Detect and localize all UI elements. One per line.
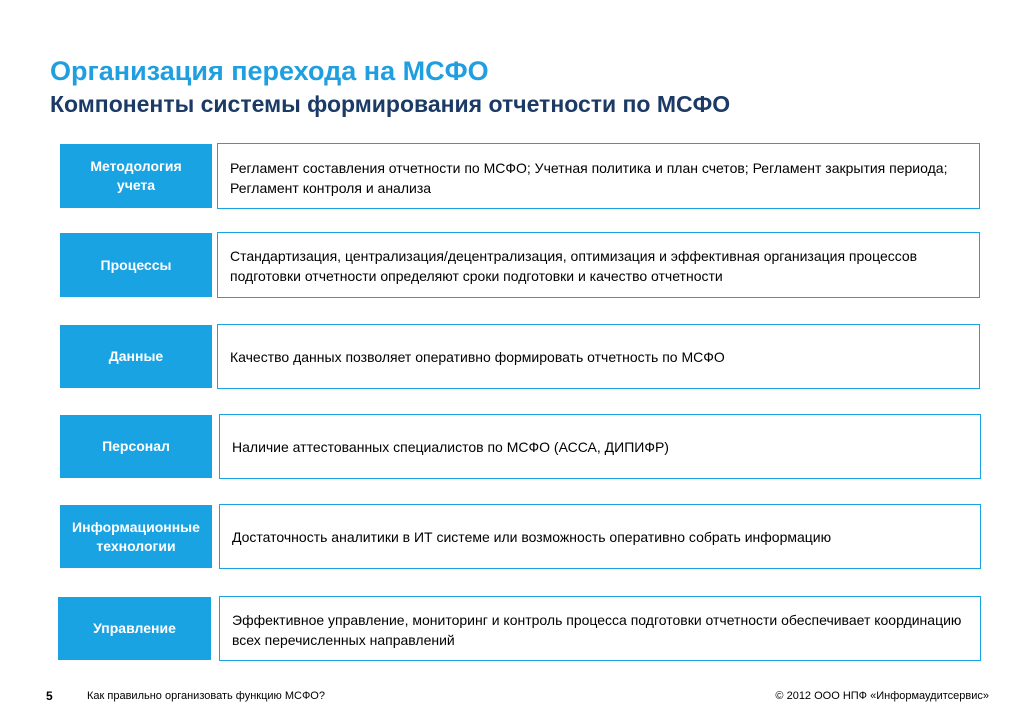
description-text: Стандартизация, централизация/децентрализация, оптимизация и эффективная организация процессов подготовки отчетности определяют сроки подготовки и качество отчетности	[230, 248, 918, 284]
description-text: Эффективное управление, мониторинг и контроль процесса подготовки отчетности обеспечивает координацию всех перечисленных направлений	[232, 612, 962, 648]
label-line: Информационные	[72, 518, 200, 535]
description-text: Достаточность аналитики в ИТ системе или возможность оперативно собрать информацию	[232, 529, 832, 545]
description-text: Качество данных позволяет оперативно формировать отчетность по МСФО	[230, 349, 725, 365]
component-label-it	[60, 505, 212, 568]
component-label-processes	[60, 233, 212, 297]
page-number: 5	[46, 689, 53, 703]
component-label-management	[58, 597, 211, 660]
page-subtitle: Компоненты системы формирования отчетности по МСФО	[50, 91, 731, 117]
description-text: Регламент составления отчетности по МСФО; Учетная политика и план счетов; Регламент закрытия периода; Регламент контроля и анализа	[230, 160, 948, 196]
component-description-processes	[217, 232, 980, 298]
component-description-methodology	[217, 143, 980, 209]
component-description-data	[217, 324, 980, 389]
component-label-methodology	[60, 144, 212, 208]
description-text: Наличие аттестованных специалистов по МСФО (АССА, ДИПИФР)	[232, 439, 669, 455]
component-label-personnel	[60, 415, 212, 478]
label-line: Управление	[93, 620, 176, 636]
label-line: Персонал	[102, 438, 170, 454]
label-line: Методология	[90, 158, 182, 174]
label-line: технологии	[96, 537, 176, 554]
component-label-data	[60, 325, 212, 388]
label-line: учета	[116, 177, 156, 193]
footer-title: Как правильно организовать функцию МСФО?	[87, 690, 325, 702]
page-title: Организация перехода на МСФО	[50, 56, 489, 86]
label-line: Данные	[108, 348, 164, 364]
label-line: Процессы	[100, 256, 172, 273]
component-description-management	[219, 596, 981, 661]
component-description-it	[219, 504, 981, 569]
footer-copyright: © 2012 ООО НПФ «Информаудитсервис»	[775, 690, 989, 702]
component-description-personnel	[219, 414, 981, 479]
